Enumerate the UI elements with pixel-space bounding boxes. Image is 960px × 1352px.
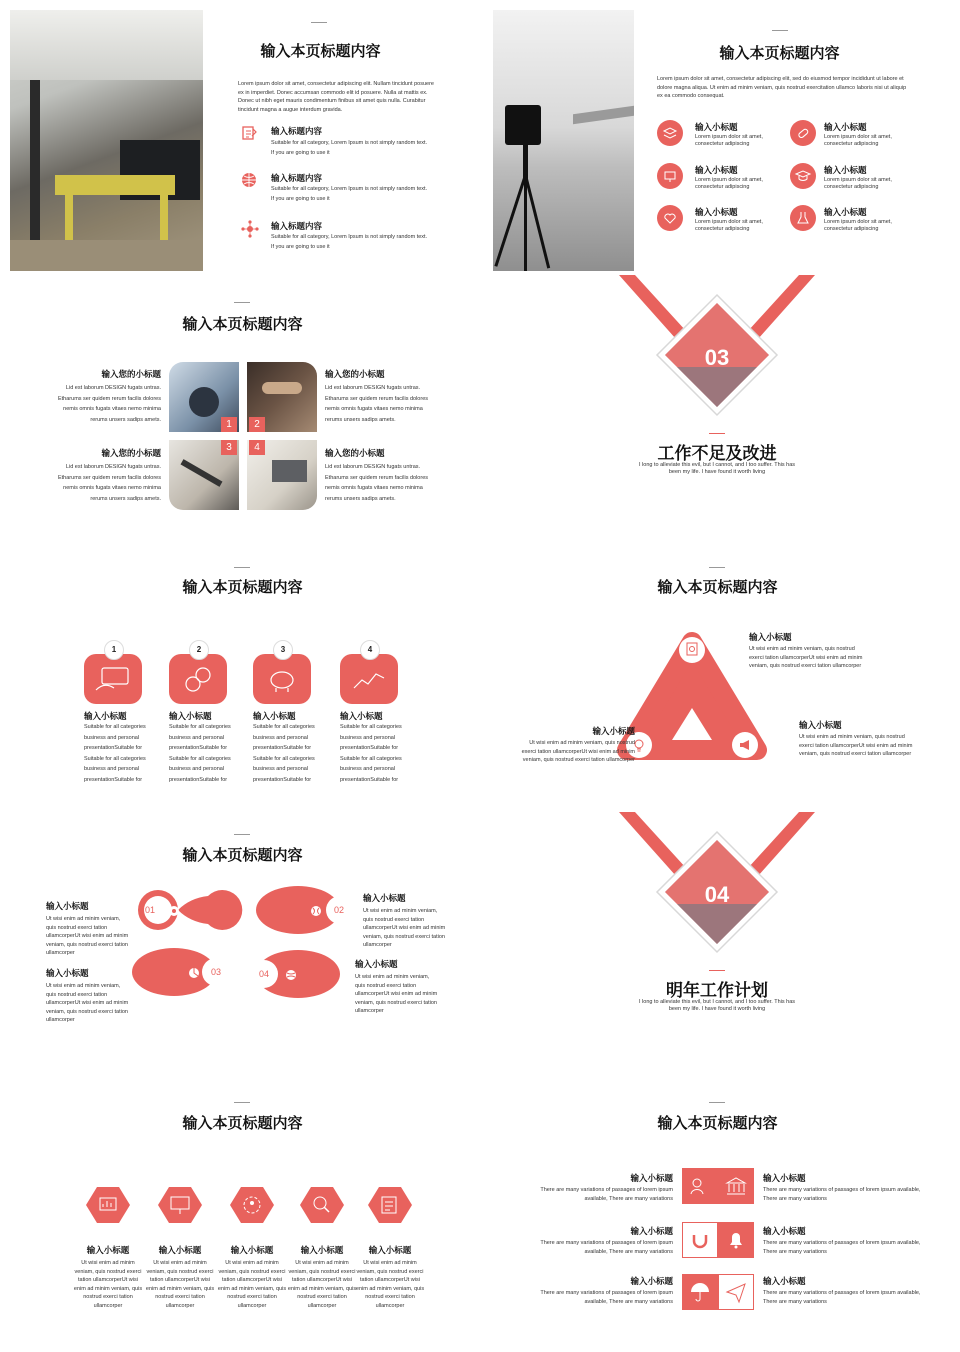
text-block: 输入小标题 Ut wisi enim ad minim veniam, quis nostrud exerci tation ullamcorperUt wisi enim ad minim veniam, quis nostrud exerci tation ullamcorper — [46, 901, 129, 956]
text-block: 输入您的小标题 Lid est laborum DESIGN fugats untras. Etharums ser quidem rerum facilis dolores nemis omnis fugats vitaes nemo minima rerums unsers sadips amets. — [57, 448, 161, 502]
text-block: 输入小标题 Ut wisi enim ad minim veniam, quis nostrud exerci tation ullamcorperUt wisi enim ad minim veniam, quis nostrud exerci tation ullamcorper — [521, 726, 635, 763]
users-icon — [682, 1168, 718, 1204]
hex-item: 输入小标题 Ut wisi enim ad minim veniam, quis nostrud exerci tation ullamcorperUt wisi enim ad minim veniam, quis nostrud exerci tation ullamcorper — [354, 1185, 426, 1310]
pill-icon — [790, 120, 816, 146]
globe-icon — [241, 172, 257, 188]
bell-icon — [718, 1222, 754, 1258]
section-title: 明年工作计划 — [666, 981, 768, 1000]
slide-3 — [8, 275, 478, 540]
page-title: 输入本页标题内容 — [182, 579, 303, 596]
text-block: 输入小标题 There are many variations of passages of lorem ipsum available, There are many variations — [763, 1276, 921, 1305]
megaphone-icon — [737, 737, 753, 753]
edit-icon — [241, 125, 257, 141]
text-block: 输入小标题 There are many variations of passages of lorem ipsum available, There are many variations — [763, 1226, 921, 1255]
feature-item: 输入小标题 Lorem ipsum dolor sit amet, consectetur adipiscing — [790, 163, 920, 193]
slide-9 — [8, 1080, 478, 1345]
slide-8: 04 明年工作计划 I long to alleviate this evil, but I cannot, and I too suffer. This has been my life. I have found it worth living — [487, 812, 957, 1077]
feature-item: 输入小标题 Lorem ipsum dolor sit amet, consectetur adipiscing — [657, 163, 787, 193]
feature-item: 输入小标题 Lorem ipsum dolor sit amet, consectetur adipiscing — [790, 205, 920, 235]
slide-6 — [487, 545, 957, 810]
exchange-icon — [177, 662, 219, 703]
text-block: 输入小标题 There are many variations of passages of lorem ipsum available, There are many variations — [763, 1173, 921, 1202]
text-block: 输入小标题 There are many variations of passages of lorem ipsum available, There are many variations — [540, 1276, 673, 1305]
layers-icon — [657, 120, 683, 146]
magnet-icon — [682, 1222, 718, 1258]
hex-item: 输入小标题 Ut wisi enim ad minim veniam, quis nostrud exerci tation ullamcorperUt wisi enim ad minim veniam, quis nostrud exerci tation ullamcorper — [72, 1185, 144, 1310]
page-title: 输入本页标题内容 — [260, 43, 381, 60]
section-ribbon — [487, 275, 957, 540]
text-block: 输入小标题 Ut wisi enim ad minim veniam, quis nostrud exerci tation ullamcorperUt wisi enim ad minim veniam, quis nostrud exerci tation ullamcorper — [355, 959, 438, 1014]
piggy-bank-icon — [261, 662, 303, 703]
page-title: 输入本页标题内容 — [182, 847, 303, 864]
item-title: 输入标题内容 — [271, 126, 323, 136]
text-block: 输入您的小标题 Lid est laborum DESIGN fugats untras. Etharums ser quidem rerum facilis dolores nemis omnis fugats vitaes nemo minima rerums unsers sadips amets. — [325, 369, 429, 423]
note-icon — [368, 1185, 412, 1225]
slide-4: 03 工作不足及改进 I long to alleviate this evil, but I cannot, and I too suffer. This has been my life. I have found it worth living — [487, 275, 957, 540]
text-block: 输入小标题 Ut wisi enim ad minim veniam, quis nostrud exerci tation ullamcorperUt wisi enim ad minim veniam, quis nostrud exerci tation ullamcorper — [799, 720, 913, 757]
list-item: 输入标题内容 Suitable for all category, Lorem Ipsum is not simply random text. If you are going to use it — [241, 125, 451, 165]
hex-item: 输入小标题 Ut wisi enim ad minim veniam, quis nostrud exerci tation ullamcorperUt wisi enim ad minim veniam, quis nostrud exerci tation ullamcorper — [286, 1185, 358, 1310]
volleyball-icon — [188, 966, 200, 984]
feature-item: 输入小标题 Lorem ipsum dolor sit amet, consectetur adipiscing — [657, 205, 787, 235]
gear-person-icon — [230, 1185, 274, 1225]
heart-icon — [657, 205, 683, 231]
section-title: 工作不足及改进 — [657, 444, 777, 463]
item-title: 输入标题内容 — [271, 173, 323, 183]
item-title: 输入标题内容 — [271, 221, 323, 231]
text-block: 输入小标题 Ut wisi enim ad minim veniam, quis nostrud exerci tation ullamcorperUt wisi enim ad minim veniam, quis nostrud exerci tation ullamcorper — [363, 893, 446, 948]
icon-pair — [682, 1168, 754, 1204]
section-number: 03 — [704, 345, 730, 370]
intro-paragraph: Lorem ipsum dolor sit amet, consectetur adipiscing elit, sed do eiusmod tempor incididunt ut labore et dolore magna aliqua. Ut enim ad minim veniam, quis nostrud exercitation ullamco laboris nisi ut aliquip ex ea commodo consequat. — [657, 76, 907, 99]
list-item: 输入标题内容 Suitable for all category, Lorem Ipsum is not simply random text. If you are going to use it — [241, 218, 451, 258]
hex-item: 输入小标题 Ut wisi enim ad minim veniam, quis nostrud exerci tation ullamcorperUt wisi enim ad minim veniam, quis nostrud exerci tation ullamcorper — [144, 1185, 216, 1310]
intro-paragraph: Lorem ipsum dolor sit amet, consectetur adipiscing elit. Nullam tincidunt posuere ex in imperdiet. Donec accumsan commodo elit id posuere. Nulla at mattis ex. Donec ut nibh eget mauris condimentum finibus sit amet quis nulla. Curabitur tincidunt magna a augue interdum gravida. — [238, 81, 434, 113]
icon-pair — [682, 1274, 754, 1310]
hex-item: 输入小标题 Ut wisi enim ad minim veniam, quis nostrud exerci tation ullamcorperUt wisi enim ad minim veniam, quis nostrud exerci tation ullamcorper — [216, 1185, 288, 1310]
bead-shapes — [130, 882, 360, 1002]
feature-item: 输入小标题 Lorem ipsum dolor sit amet, consectetur adipiscing — [657, 120, 787, 150]
text-block: 输入您的小标题 Lid est laborum DESIGN fugats untras. Etharums ser quidem rerum facilis dolores nemis omnis fugats vitaes nemo minima rerums unsers sadips amets. — [57, 369, 161, 423]
search-doc-icon — [684, 641, 700, 657]
search-person-icon — [300, 1185, 344, 1225]
soccer-icon — [168, 904, 180, 922]
text-block: 输入您的小标题 Lid est laborum DESIGN fugats untras. Etharums ser quidem rerum facilis dolores nemis omnis fugats vitaes nemo minima rerums unsers sadips amets. — [325, 448, 429, 502]
feature-item: 输入小标题 Lorem ipsum dolor sit amet, consectetur adipiscing — [790, 120, 920, 150]
slide-7: 输入本页标题内容 01 02 03 04 输入小标题 Ut wisi enim ad minim veniam, quis nostrud exerci tation ullamcorperUt wisi enim ad minim veniam, quis nostrud exerci tation ullamcorper 输入小标题 Ut wisi enim ad minim veniam, quis nostrud exerci tation ullamcorperUt wisi enim ad minim veniam, quis nostrud exerci tation ullamcorper 输入小标题 Ut wisi enim ad minim veniam, quis nostrud exerci tation ullamcorperUt wisi enim ad minim veniam, quis nostrud exerci tation ullamcorper 输入小标题 Ut wisi enim ad minim veniam, quis nostrud exerci tation ullamcorperUt wisi enim ad minim veniam, quis nostrud exerci tation ullamcorper — [8, 812, 478, 1077]
tennis-icon — [285, 968, 297, 986]
flask-icon — [790, 205, 816, 231]
graduation-icon — [790, 163, 816, 189]
text-block: 输入小标题 Ut wisi enim ad minim veniam, quis nostrud exerci tation ullamcorperUt wisi enim ad minim veniam, quis nostrud exerci tation ullamcorper — [46, 968, 129, 1023]
line-chart-icon — [348, 662, 390, 703]
baseball-icon — [310, 904, 322, 922]
list-item: 输入标题内容 Suitable for all category, Lorem Ipsum is not simply random text. If you are going to use it — [241, 170, 451, 210]
bank-icon — [718, 1168, 754, 1204]
page-title: 输入本页标题内容 — [182, 316, 303, 333]
page-title: 输入本页标题内容 — [719, 45, 840, 62]
report-icon — [86, 1185, 130, 1225]
page-title: 输入本页标题内容 — [182, 1115, 303, 1132]
meeting-photo-4: 4 — [247, 440, 317, 510]
page-title: 输入本页标题内容 — [657, 1115, 778, 1132]
office-photo — [10, 10, 203, 271]
section-number: 04 — [704, 882, 730, 907]
slide-2 — [487, 8, 957, 273]
board-icon — [657, 163, 683, 189]
network-icon — [241, 220, 259, 238]
meeting-photo-1: 1 — [169, 362, 239, 432]
text-block: 输入小标题 There are many variations of passages of lorem ipsum available, There are many variations — [540, 1173, 673, 1202]
presentation-icon — [158, 1185, 202, 1225]
card-icon — [92, 662, 134, 703]
page-title: 输入本页标题内容 — [657, 579, 778, 596]
text-block: 输入小标题 Ut wisi enim ad minim veniam, quis nostrud exerci tation ullamcorperUt wisi enim ad minim veniam, quis nostrud exerci tation ullamcorper — [749, 632, 863, 669]
section-ribbon — [487, 812, 957, 1077]
paper-plane-icon — [718, 1274, 754, 1310]
text-block: 输入小标题 There are many variations of passages of lorem ipsum available, There are many variations — [540, 1226, 673, 1255]
meeting-photo-2: 2 — [247, 362, 317, 432]
slide-10 — [487, 1080, 957, 1345]
camera-tripod-photo — [493, 10, 634, 271]
slide-1 — [8, 8, 478, 273]
slide-5: 输入本页标题内容 1 输入小标题 Suitable for all categories business and personal presentationSuitable for Suitable for all categories business and personal presentationSuitable for 2 输入小标题 Suitable for all categories business and personal presentationSuitable for Suitable for all categories business and personal presentationSuitable for 3 输入小标题 Suitable for all categories business and personal presentationSuitable for Suitable for all categories business and personal presentationSuitable for 4 输入小标题 Suitable for all categories business and personal presentationSuitable for Suitable for all categories business and personal presentationSuitable for — [8, 545, 478, 810]
umbrella-icon — [682, 1274, 718, 1310]
meeting-photo-3: 3 — [169, 440, 239, 510]
icon-pair — [682, 1222, 754, 1258]
